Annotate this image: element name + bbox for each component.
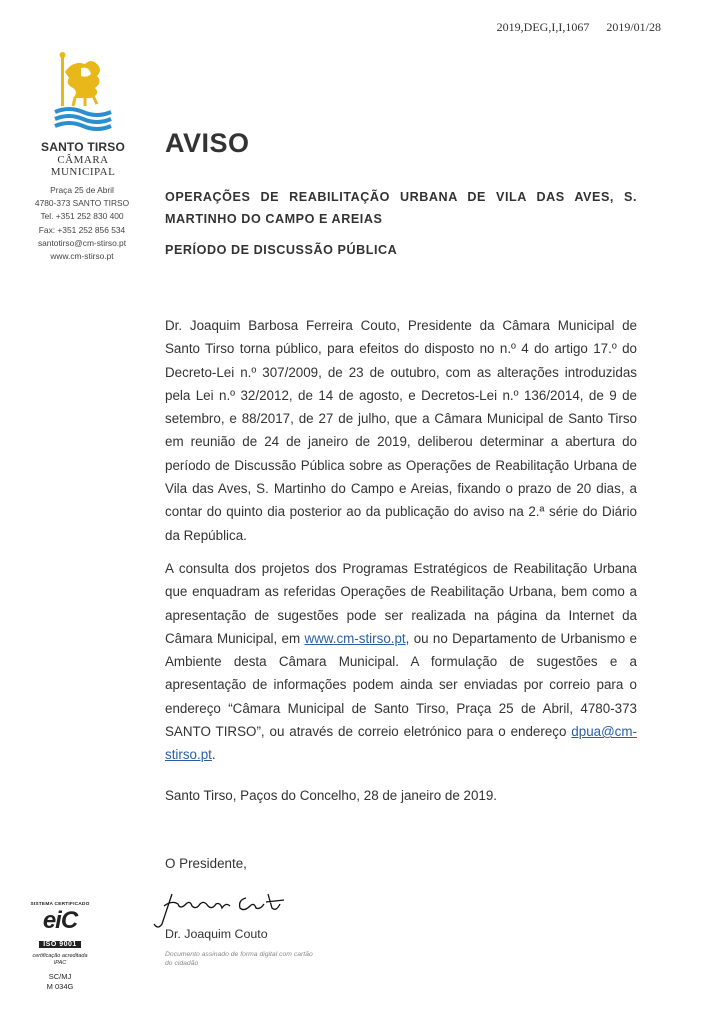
- iso-label: ISO 9001: [39, 941, 81, 948]
- paragraph-text: , ou no Departamento de Urbanismo e Ambiente desta Câmara Municipal. A formulação de sugestões e a apresentação de informações podem ainda ser enviadas por correio para o endereço “Câmara Municipal de Santo Tirso, Praça 25 de Abril, 4780-373 SANTO TIRSO”, ou através de correio eletrónico para o endereço: [165, 630, 637, 740]
- website-link[interactable]: www.cm-stirso.pt: [304, 630, 406, 646]
- reference-number: 2019,DEG,I,I,1067: [496, 20, 590, 34]
- reference-date: 2019/01/28: [606, 20, 661, 34]
- paragraph-announcement: Dr. Joaquim Barbosa Ferreira Couto, Presidente da Câmara Municipal de Santo Tirso torna público, para efeitos do disposto no n.º 4 do artigo 17.º do Decreto-Lei n.º 307/2009, de 23 de outubro, com as alterações introduzidas pela Lei n.º 32/2012, de 14 de agosto, e Decretos-Lei n.º 136/2014, de 9 de setembro, e 88/2017, de 27 de julho, que a Câmara Municipal de Santo Tirso em reunião de 24 de janeiro de 2019, deliberou determinar a abertura do período de Discussão Pública sobre as Operações de Reabilitação Urbana de Vila das Aves, S. Martinho do Campo e Areias, fixando o prazo de 20 dias, a contar do quinto dia posterior ao da publicação do aviso na 2.ª série do Diário da República.: [165, 318, 637, 543]
- contact-block: [22, 184, 142, 263]
- document-body: [165, 314, 637, 777]
- certification-brand: eiC: [42, 907, 78, 934]
- signatory-name: Dr. Joaquim Couto: [165, 927, 268, 941]
- contact-fax: Fax: +351 252 856 534: [38, 224, 126, 235]
- document-title: AVISO: [165, 128, 250, 158]
- lion-crest-icon: [51, 52, 115, 136]
- logo-name: SANTO TIRSO: [41, 140, 125, 154]
- certification-code: [30, 972, 90, 992]
- document-subtitle: PERÍODO DE DISCUSSÃO PÚBLICA: [165, 243, 398, 257]
- email-link[interactable]: dpua@cm-stirso.pt: [165, 724, 637, 763]
- certification-label: SISTEMA CERTIFICADO: [30, 902, 90, 907]
- contact-website: www.cm-stirso.pt: [50, 251, 114, 262]
- logo-subtitle: CÂMARA MUNICIPAL: [50, 154, 116, 178]
- paragraph-text: A consulta dos projetos dos Programas Estratégicos de Reabilitação Urbana que enquadram as referidas Operações de Reabilitação Urbana, bem como a apresentação de sugestões pode ser realizada na página da Internet da Câmara Municipal, em: [165, 560, 637, 646]
- contact-postal: 4780-373 SANTO TIRSO: [34, 198, 130, 209]
- municipal-logo: [28, 52, 138, 178]
- certification-badge: [30, 902, 90, 992]
- document-subject: OPERAÇÕES DE REABILITAÇÃO URBANA DE VILA DAS AVES, S. MARTINHO DO CAMPO E AREIAS: [165, 190, 637, 226]
- contact-email: santotirso@cm-stirso.pt: [37, 237, 127, 248]
- accreditation-text: certificação acreditada IPAC: [32, 953, 88, 966]
- closing: O Presidente,: [165, 856, 247, 871]
- handwritten-signature-icon: [150, 884, 300, 932]
- digital-signature-note: Documento assinado de forma digital com cartão do cidadão: [165, 951, 313, 967]
- dateline: Santo Tirso, Paços do Concelho, 28 de janeiro de 2019.: [165, 788, 498, 803]
- document-reference: [497, 20, 661, 35]
- paragraph-text: .: [211, 747, 216, 763]
- certification-code-line: M 034G: [46, 982, 74, 991]
- certification-code-line: SC/MJ: [48, 972, 72, 981]
- contact-address: Praça 25 de Abril: [50, 185, 114, 195]
- paragraph-consultation: [165, 557, 637, 767]
- contact-phone: Tel. +351 252 830 400: [40, 211, 124, 222]
